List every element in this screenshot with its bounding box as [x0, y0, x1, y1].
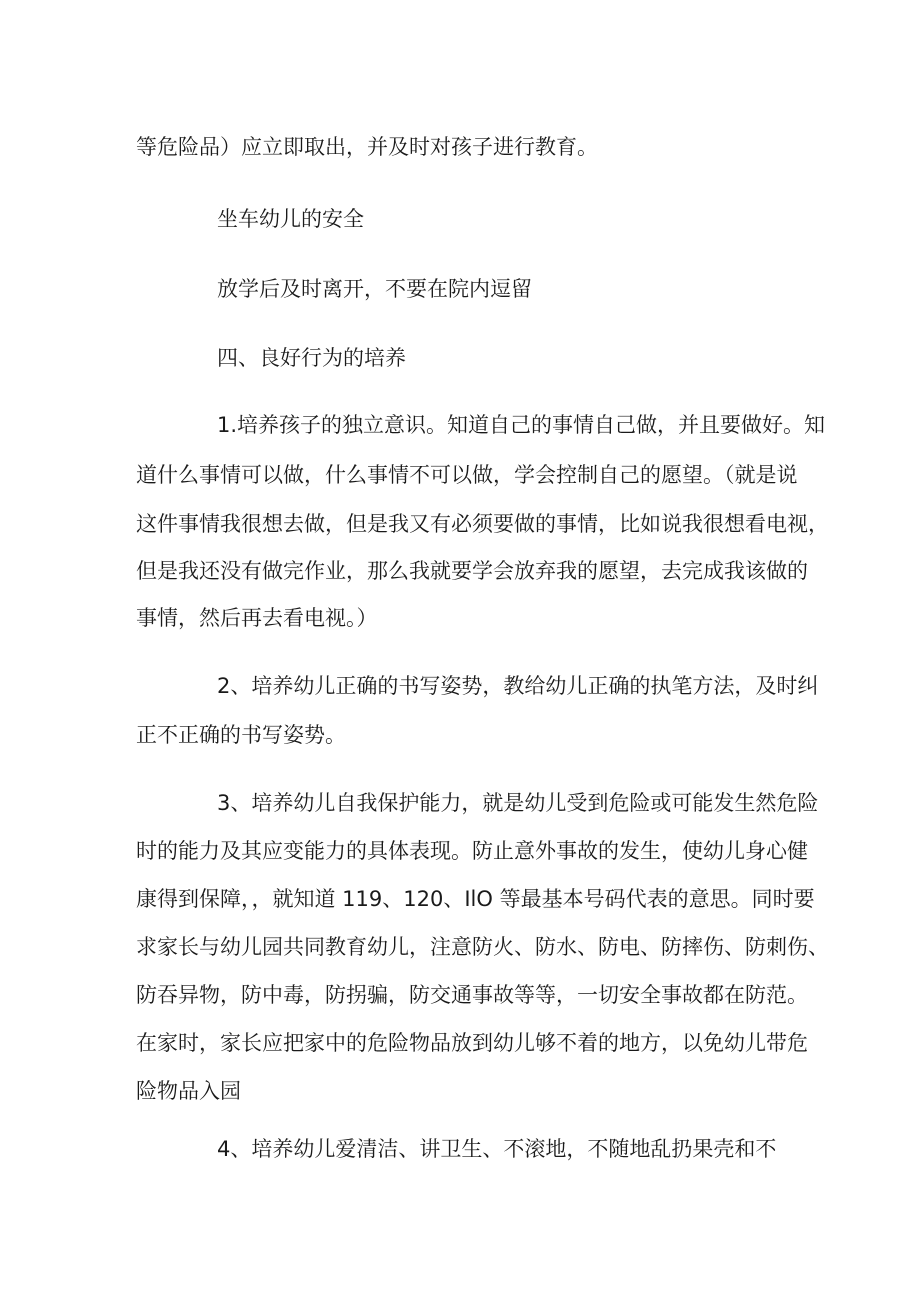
paragraph-4-line: 4、培养幼儿爱清洁、讲卫生、不滚地，不随地乱扔果壳和不: [217, 1137, 777, 1161]
item-car-safety: 坐车幼儿的安全: [217, 207, 364, 231]
item-leave-school: 放学后及时离开，不要在院内逗留: [217, 277, 532, 301]
section-heading: 四、良好行为的培养: [217, 346, 406, 370]
paragraph-2-line: 2、培养幼儿正确的书写姿势，教给幼儿正确的执笔方法，及时纠: [217, 674, 819, 698]
paragraph-3-line: 在家时，家长应把家中的危险物品放到幼儿够不着的地方，以免幼儿带危: [136, 1031, 808, 1055]
paragraph-3-line: 康得到保障，，就知道 119、120、IlO 等最基本号码代表的意思。同时要: [136, 887, 815, 911]
paragraph-3-line: 求家长与幼儿园共同教育幼儿，注意防火、防水、防电、防摔伤、防刺伤、: [136, 935, 829, 959]
paragraph-3-line: 防吞异物，防中毒，防拐骗，防交通事故等等，一切安全事故都在防范。: [136, 983, 808, 1007]
paragraph-1-line: 1.培养孩子的独立意识。知道自己的事情自己做，并且要做好。知: [217, 413, 826, 437]
paragraph-3-line: 险物品入园: [136, 1079, 241, 1103]
paragraph-3-line: 3、培养幼儿自我保护能力，就是幼儿受到危险或可能发生然危险: [217, 791, 819, 815]
paragraph-3-line: 时的能力及其应变能力的具体表现。防止意外事故的发生，使幼儿身心健: [136, 839, 808, 863]
paragraph-2-line: 正不正确的书写姿势。: [136, 723, 346, 747]
paragraph-1-line: 道什么事情可以做，什么事情不可以做，学会控制自己的愿望。（就是说: [136, 463, 798, 487]
paragraph-1-line: 这件事情我很想去做，但是我又有必须要做的事情，比如说我很想看电视，: [136, 512, 829, 536]
paragraph-1-line: 但是我还没有做完作业，那么我就要学会放弃我的愿望，去完成我该做的: [136, 559, 808, 583]
intro-line: 等危险品）应立即取出，并及时对孩子进行教育。: [136, 135, 598, 159]
paragraph-1-line: 事情，然后再去看电视。）: [136, 606, 378, 630]
